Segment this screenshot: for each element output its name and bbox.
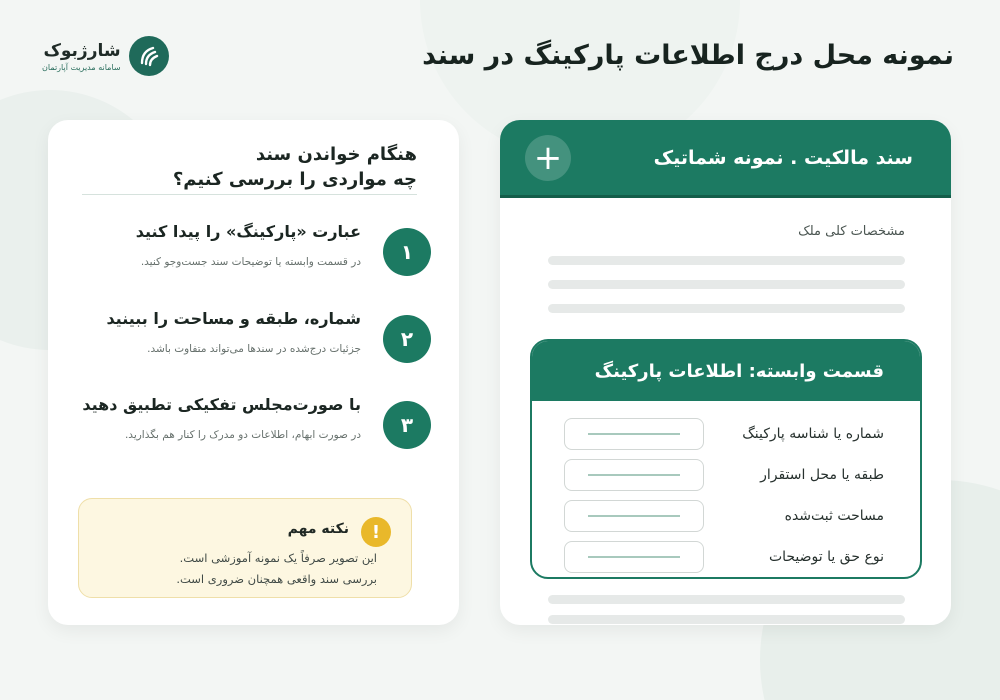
step-title: شماره، طبقه و مساحت را ببینید (106, 309, 361, 328)
note-text: بررسی سند واقعی همچنان ضروری است. (176, 572, 377, 586)
checklist-title (173, 142, 417, 192)
logo-name: شارژبوک (43, 40, 121, 61)
parking-section (530, 339, 922, 579)
parking-section-title: قسمت وابسته: اطلاعات پارکینگ (532, 341, 920, 401)
plus-icon[interactable]: + (525, 135, 571, 181)
checklist-title-line: چه مواردی را بررسی کنیم؟ (172, 169, 417, 190)
note-text: این تصویر صرفاً یک نمونه آموزشی است. (179, 551, 377, 565)
parking-field-row (564, 418, 884, 450)
deed-title: سند مالکیت . نمونه شماتیک (653, 146, 913, 169)
logo-icon (129, 36, 169, 76)
placeholder-line (548, 280, 905, 289)
parking-area-field[interactable] (564, 500, 704, 532)
warning-icon: ! (361, 517, 391, 547)
page-title: نمونه محل درج اطلاعات پارکینگ در سند (422, 40, 954, 71)
step-number-badge: ۳ (383, 401, 431, 449)
step-number-badge: ۱ (383, 228, 431, 276)
parking-field-row (564, 541, 884, 573)
important-note (78, 498, 412, 598)
parking-field-label: شماره یا شناسه پارکینگ (742, 426, 884, 442)
step-number-badge: ۲ (383, 315, 431, 363)
checklist-step (98, 309, 431, 369)
parking-field-row (564, 500, 884, 532)
checklist-step (98, 222, 431, 282)
placeholder-line (548, 256, 905, 265)
checklist-card (48, 120, 459, 625)
deed-document-card (500, 120, 951, 625)
deed-header (500, 120, 951, 198)
checklist-step (82, 395, 431, 455)
parking-field-row (564, 459, 884, 491)
placeholder-line (548, 615, 905, 624)
step-description: جزئیات درج‌شده در سندها می‌تواند متفاوت باشد. (147, 343, 361, 355)
step-title: با صورت‌مجلس تفکیکی تطبیق دهید (82, 395, 361, 414)
placeholder-line (548, 304, 905, 313)
note-title: نکته مهم (287, 521, 349, 537)
divider (82, 194, 417, 195)
step-description: در قسمت وابسته یا توضیحات سند جست‌وجو کنید. (140, 256, 361, 268)
step-title: عبارت «پارکینگ» را پیدا کنید (135, 222, 361, 241)
parking-floor-field[interactable] (564, 459, 704, 491)
property-overview-label: مشخصات کلی ملک (798, 224, 905, 239)
checklist-title-line: هنگام خواندن سند (255, 144, 417, 165)
parking-id-field[interactable] (564, 418, 704, 450)
parking-field-label: مساحت ثبت‌شده (784, 508, 884, 524)
logo-subtitle: سامانه مدیریت آپارتمان (42, 62, 121, 72)
brand-logo[interactable] (42, 36, 169, 76)
parking-field-label: طبقه یا محل استقرار (760, 467, 884, 483)
parking-field-label: نوع حق یا توضیحات (768, 549, 884, 565)
step-description: در صورت ابهام، اطلاعات دو مدرک را کنار هم بگذارید. (124, 429, 361, 441)
placeholder-line (548, 595, 905, 604)
parking-rights-field[interactable] (564, 541, 704, 573)
